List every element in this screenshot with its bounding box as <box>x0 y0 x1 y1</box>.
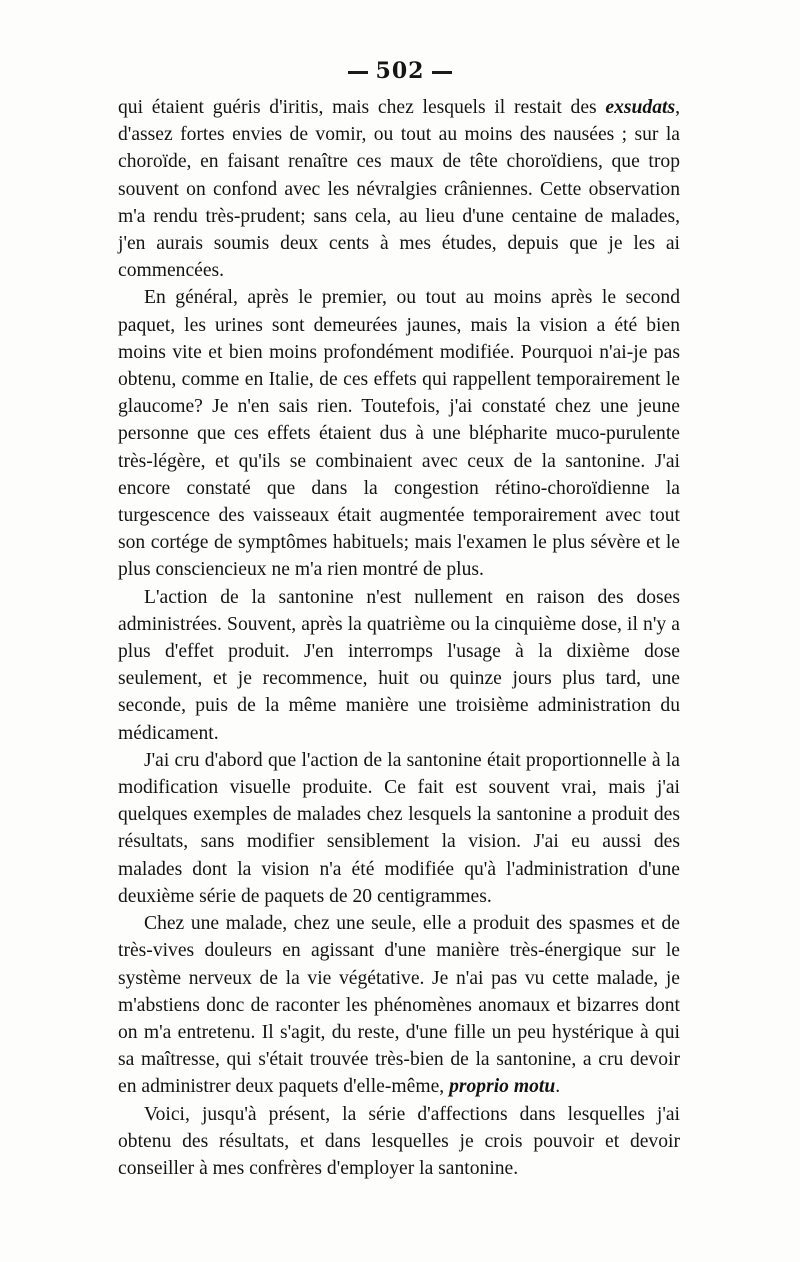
paragraph-5 <box>118 910 680 1100</box>
paragraph-text: En général, après le premier, ou tout au moins après le second paquet, les urines sont demeurées jaunes, mais la vision a été bien moins vite et bien moins profondément modifiée. Pourquoi n'ai-je pas obtenu, comme en Italie, de ces effets qui rappellent temporairement le glaucome? Je n'en sais rien. Toutefois, j'ai constaté chez une jeune personne que ces effets étaient dus à une blépharite muco-purulente très-légère, et qu'ils se combinaient avec ceux de la santonine. J'ai encore constaté que dans la congestion rétino-choroïdienne la turgescence des vaisseaux était augmentée temporairement avec tout son cortége de symptômes habituels; mais l'examen le plus sévère et le plus consciencieux ne m'a rien montré de plus. <box>118 287 680 581</box>
paragraph-text: Chez une malade, chez une seule, elle a produit des spasmes et de très-vives douleurs en agissant d'une manière très-énergique sur le système nerveux de la vie végétative. Je n'ai pas vu cette malade, je m'abstiens donc de raconter les phénomènes anomaux et bizarres dont on m'a entretenu. Il s'agit, du reste, d'une fille un peu hystérique à qui sa maîtresse, qui s'était trouvée très-bien de la santonine, a cru devoir en administrer deux paquets d'elle-même, <box>118 913 680 1098</box>
body-text <box>118 94 680 1182</box>
italic-term: exsudats <box>605 97 676 118</box>
left-dash <box>348 71 368 74</box>
italic-term: proprio motu <box>449 1076 556 1098</box>
paragraph-1 <box>118 94 680 284</box>
page-number: 502 <box>375 58 425 84</box>
paragraph-text: , d'assez fortes envies de vomir, ou tout au moins des nausées ; sur la choroïde, en faisant renaître ces maux de tête choroïdiens, que trop souvent on confond avec les névralgies crâniennes. Cette observation m'a rendu très-prudent; sans cela, au lieu d'une centaine de malades, j'en aurais soumis deux cents à mes études, depuis que je les ai commencées. <box>118 97 680 282</box>
paragraph-2 <box>118 284 680 583</box>
page-number-header <box>0 58 800 84</box>
paragraph-6 <box>118 1101 680 1183</box>
paragraph-text: qui étaient guéris d'iritis, mais chez lesquels il restait des <box>118 97 606 118</box>
paragraph-text: . <box>555 1076 561 1098</box>
right-dash <box>432 71 452 74</box>
paragraph-text: L'action de la santonine n'est nullement en raison des doses administrées. Souvent, après la quatrième ou la cinquième dose, il n'y a plus d'effet produit. J'en interromps l'usage à la dixième dose seulement, et je recommence, huit ou quinze jours plus tard, une seconde, puis de la même manière une troisième administration du médicament. <box>118 586 680 744</box>
paragraph-3 <box>118 584 680 747</box>
paragraph-text: J'ai cru d'abord que l'action de la santonine était proportionnelle à la modification visuelle produite. Ce fait est souvent vrai, mais j'ai quelques exemples de malades chez lesquels la santonine a produit des résultats, sans modifier sensiblement la vision. J'ai eu aussi des malades dont la vision n'a été modifiée qu'à l'administration d'une deuxième série de paquets de 20 centigrammes. <box>118 749 680 907</box>
paragraph-4 <box>118 747 680 910</box>
paragraph-text: Voici, jusqu'à présent, la série d'affections dans lesquelles j'ai obtenu des résultats, et dans lesquelles je crois pouvoir et devoir conseiller à mes confrères d'employer la santonine. <box>118 1103 680 1179</box>
